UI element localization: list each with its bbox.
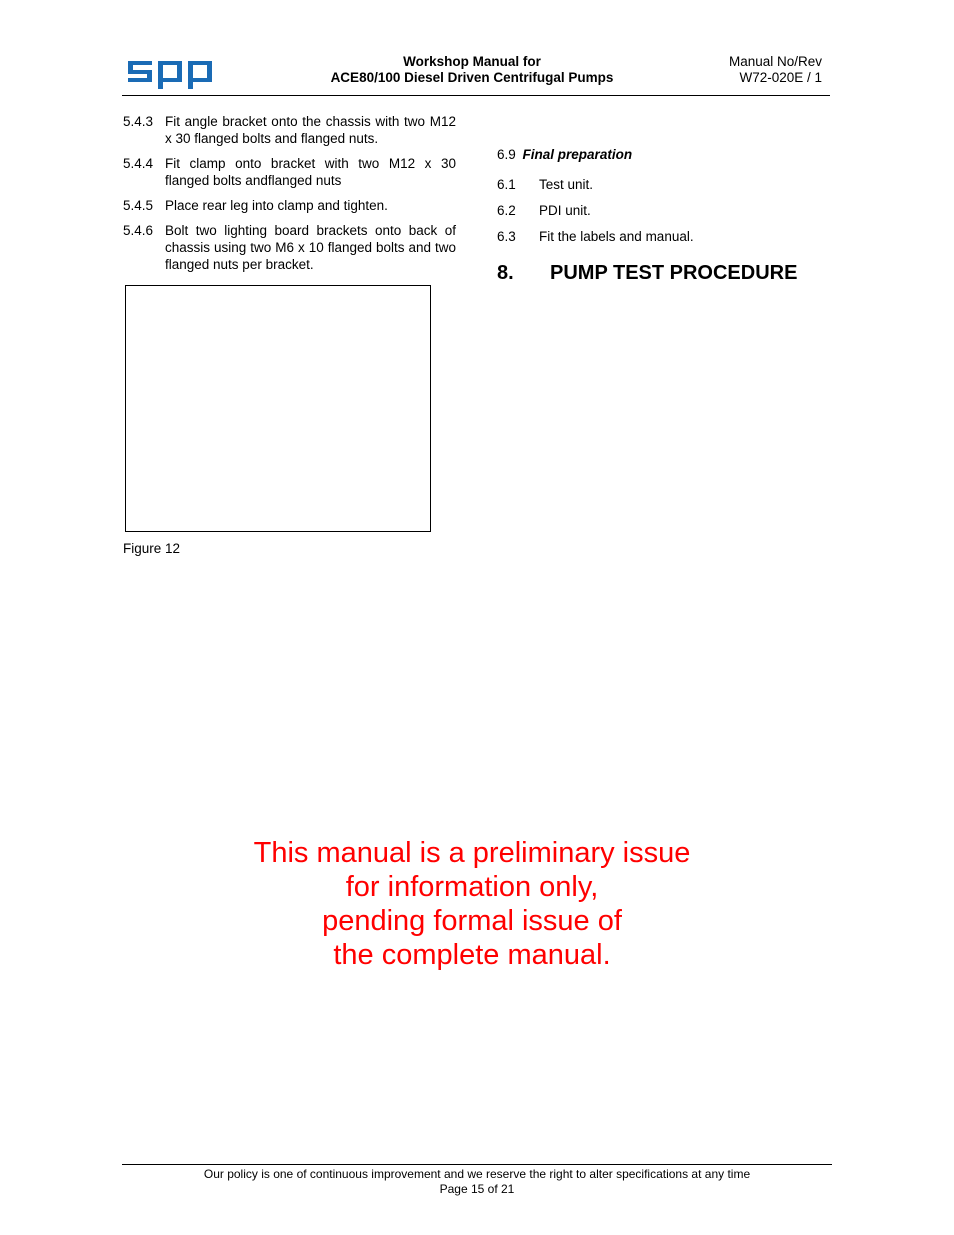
manual-value: W72-020E / 1 (739, 70, 822, 85)
page-number: Page 15 of 21 (439, 1182, 515, 1196)
spp-logo (128, 58, 212, 90)
figure-caption: Figure 12 (123, 541, 181, 556)
footer-divider (122, 1164, 832, 1165)
step-text: PDI unit. (539, 203, 591, 218)
right-column (497, 146, 837, 254)
item-number: 5.4.3 (123, 114, 154, 129)
page-footer (122, 1167, 832, 1197)
list-item (123, 113, 456, 147)
list-item (497, 176, 837, 193)
notice-line: the complete manual. (333, 939, 611, 971)
left-column (123, 113, 456, 281)
manual-number (622, 54, 822, 86)
footer-policy: Our policy is one of continuous improvement and we reserve the right to alter specifications at any time (203, 1167, 751, 1181)
notice-line: This manual is a preliminary issue (253, 837, 691, 869)
item-number: 5.4.6 (123, 223, 154, 238)
item-text: Place rear leg into clamp and tighten. (165, 198, 388, 213)
notice-line: for information only, (345, 871, 599, 903)
item-number: 5.4.5 (123, 198, 154, 213)
chapter-number: 8. (497, 262, 514, 284)
item-text: Fit clamp onto bracket with two M12 x 30 flanged bolts andflanged nuts (165, 156, 456, 188)
list-item (497, 228, 837, 245)
section-heading (497, 146, 837, 163)
preliminary-notice (200, 836, 744, 972)
step-text: Fit the labels and manual. (539, 229, 694, 244)
document-title (300, 54, 644, 86)
title-line-2: ACE80/100 Diesel Driven Centrifugal Pumps (330, 70, 614, 85)
manual-label: Manual No/Rev (728, 54, 822, 69)
item-number: 5.4.4 (123, 156, 154, 171)
figure-placeholder (125, 285, 431, 532)
title-line-1: Workshop Manual for (403, 54, 541, 69)
list-item (497, 202, 837, 219)
section-number: 6.9 (497, 147, 516, 162)
item-text: Bolt two lighting board brackets onto back of chassis using two M6 x 10 flanged bolts and two flanged nuts per bracket. (165, 223, 456, 272)
list-item (123, 222, 456, 273)
step-number: 6.1 (497, 177, 516, 192)
chapter-heading (497, 262, 797, 285)
step-number: 6.2 (497, 203, 516, 218)
list-item (123, 155, 456, 189)
notice-line: pending formal issue of (322, 905, 622, 937)
chapter-title: PUMP TEST PROCEDURE (550, 262, 798, 284)
list-item (123, 197, 456, 214)
header-divider (122, 95, 830, 96)
section-title: Final preparation (522, 147, 633, 162)
step-text: Test unit. (539, 177, 594, 192)
step-number: 6.3 (497, 229, 516, 244)
item-text: Fit angle bracket onto the chassis with two M12 x 30 flanged bolts and flanged nuts. (165, 114, 456, 146)
